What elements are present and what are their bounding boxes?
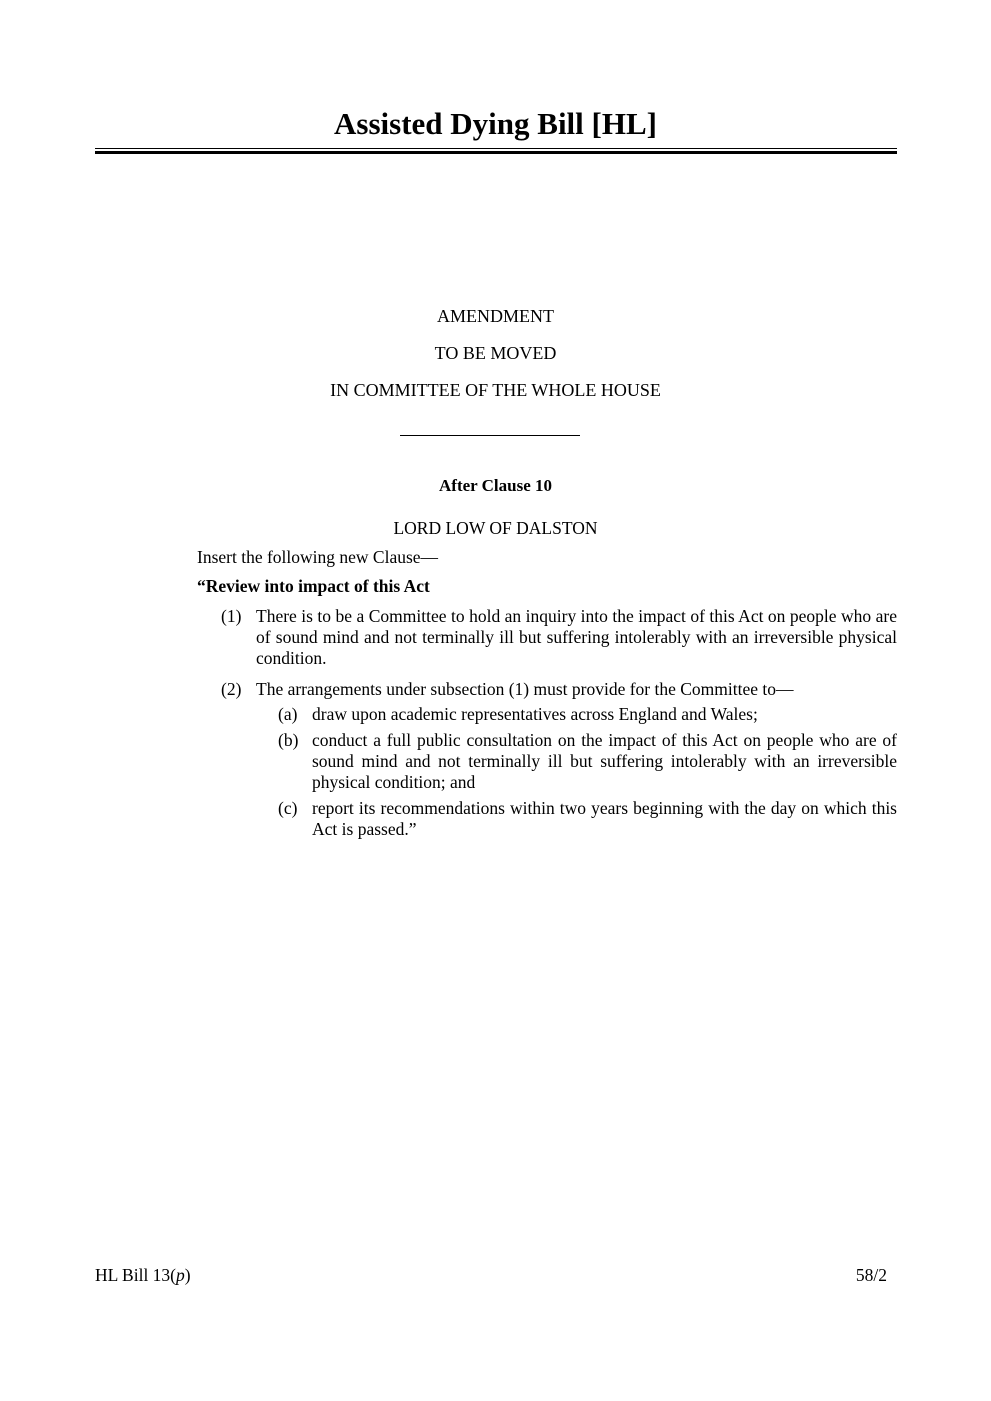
subsection-number: (1) xyxy=(221,606,242,626)
subsection-number: (2) xyxy=(221,679,242,699)
divider xyxy=(400,435,580,436)
paragraph-text: draw upon academic representatives across England and Wales; xyxy=(312,704,758,724)
document-title: Assisted Dying Bill [HL] xyxy=(334,106,657,141)
title-rule-thin xyxy=(95,148,897,149)
heading-amendment: AMENDMENT xyxy=(437,306,554,326)
mover-name: LORD LOW OF DALSTON xyxy=(393,518,598,538)
subsection-text: The arrangements under subsection (1) must provide for the Committee to— xyxy=(256,679,794,699)
bill-reference-text: HL Bill 13( xyxy=(95,1265,177,1285)
clause-position: After Clause 10 xyxy=(439,476,552,495)
heading-to-be-moved: TO BE MOVED xyxy=(434,343,557,363)
instruction: Insert the following new Clause— xyxy=(197,547,439,567)
paragraph-number: (c) xyxy=(278,798,298,818)
paragraph-number: (b) xyxy=(278,730,299,750)
paragraph-text: conduct a full public consultation on the impact of this Act on people who are of sound mind and not terminally ill but suffering intolerably with an irreversible physical condition; and xyxy=(312,730,897,792)
bill-reference-close: ) xyxy=(184,1265,191,1285)
paragraph-text: report its recommendations within two years beginning with the day on which this Act is passed.” xyxy=(312,798,897,839)
bill-reference-print: p xyxy=(176,1265,185,1285)
heading-committee: IN COMMITTEE OF THE WHOLE HOUSE xyxy=(330,380,661,400)
paragraph-number: (a) xyxy=(278,704,298,724)
amendment-number: 58/2 xyxy=(855,1265,887,1285)
subsection-text: There is to be a Committee to hold an inquiry into the impact of this Act on people who are of sound mind and not terminally ill but suffering intolerably with an irreversible physical condition. xyxy=(256,606,897,668)
clause-title: “Review into impact of this Act xyxy=(197,576,430,596)
title-rule-thick xyxy=(95,151,897,154)
bill-reference xyxy=(95,1265,191,1286)
